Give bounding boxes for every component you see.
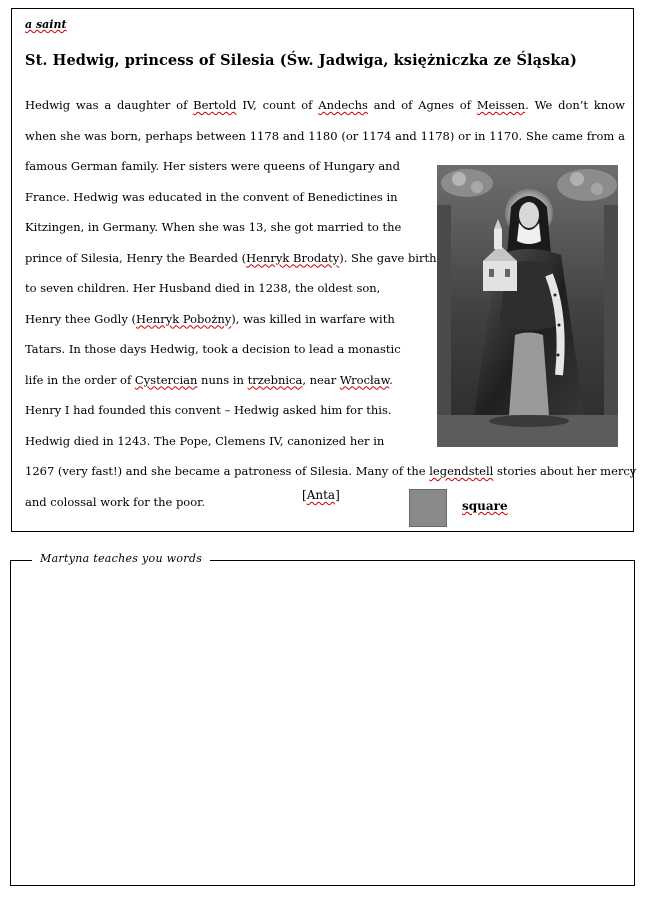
flagged-word: Henryk Pobożny	[135, 311, 232, 326]
body-line: Kitzingen, in Germany. When she was 13, she got married to the	[25, 220, 402, 234]
square-label: square	[462, 499, 508, 513]
body-line: and colossal work for the poor.	[25, 494, 206, 509]
body-line: France. Hedwig was educated in the convent of Benedictines in	[25, 189, 398, 204]
body-line: to seven children. Her Husband died in 1238, the oldest son,	[25, 281, 381, 295]
body-line: Hedwig died in 1243. The Pope, Clemens IV, canonized her in	[25, 433, 385, 448]
vocabulary-box-title: Martyna teaches you words	[32, 552, 210, 565]
flagged-word: trzebnica	[247, 372, 303, 387]
body-line: Hedwig was a daughter of Bertold IV, count of Andechs and of Agnes of Meissen. We don’t know	[25, 98, 626, 112]
article-title: St. Hedwig, princess of Silesia (Św. Jadwiga, księżniczka ze Śląska)	[25, 52, 577, 69]
body-line: Henry thee Godly (Henryk Pobożny), was killed in warfare with	[25, 311, 395, 326]
body-line: Tatars. In those days Hedwig, took a decision to lead a monastic	[25, 342, 401, 356]
body-line: when she was born, perhaps between 1178 and 1180 (or 1174 and 1178) or in 1170. She came from a	[25, 128, 625, 143]
flagged-word: Wrocław	[339, 372, 390, 387]
body-line: famous German family. Her sisters were queens of Hungary and	[25, 159, 400, 173]
saint-portrait	[437, 165, 618, 447]
gray-square	[409, 489, 447, 527]
body-line: Henry I had founded this convent – Hedwig asked him for this.	[25, 403, 392, 417]
flagged-word: Meissen	[476, 98, 526, 112]
category-tag: a saint	[25, 18, 67, 31]
flagged-word: Cystercian	[134, 372, 198, 387]
flagged-word: Henryk Brodaty	[246, 250, 340, 265]
body-line: 1267 (very fast!) and she became a patroness of Silesia. Many of the legendstell stories about her mercy	[25, 464, 637, 478]
flagged-word: legendstell	[429, 464, 494, 478]
body-line: prince of Silesia, Henry the Bearded (Henryk Brodaty). She gave birth	[25, 250, 437, 265]
vocabulary-box	[10, 560, 635, 886]
flagged-word: Andechs	[318, 98, 368, 112]
author-signature: [Anta]	[302, 488, 340, 502]
article-box	[11, 8, 637, 532]
portrait-illustration	[437, 165, 618, 447]
author-name: Anta	[306, 488, 336, 502]
flagged-word: Bertold	[193, 98, 237, 112]
body-line: life in the order of Cystercian nuns in trzebnica, near Wrocław.	[25, 372, 393, 387]
